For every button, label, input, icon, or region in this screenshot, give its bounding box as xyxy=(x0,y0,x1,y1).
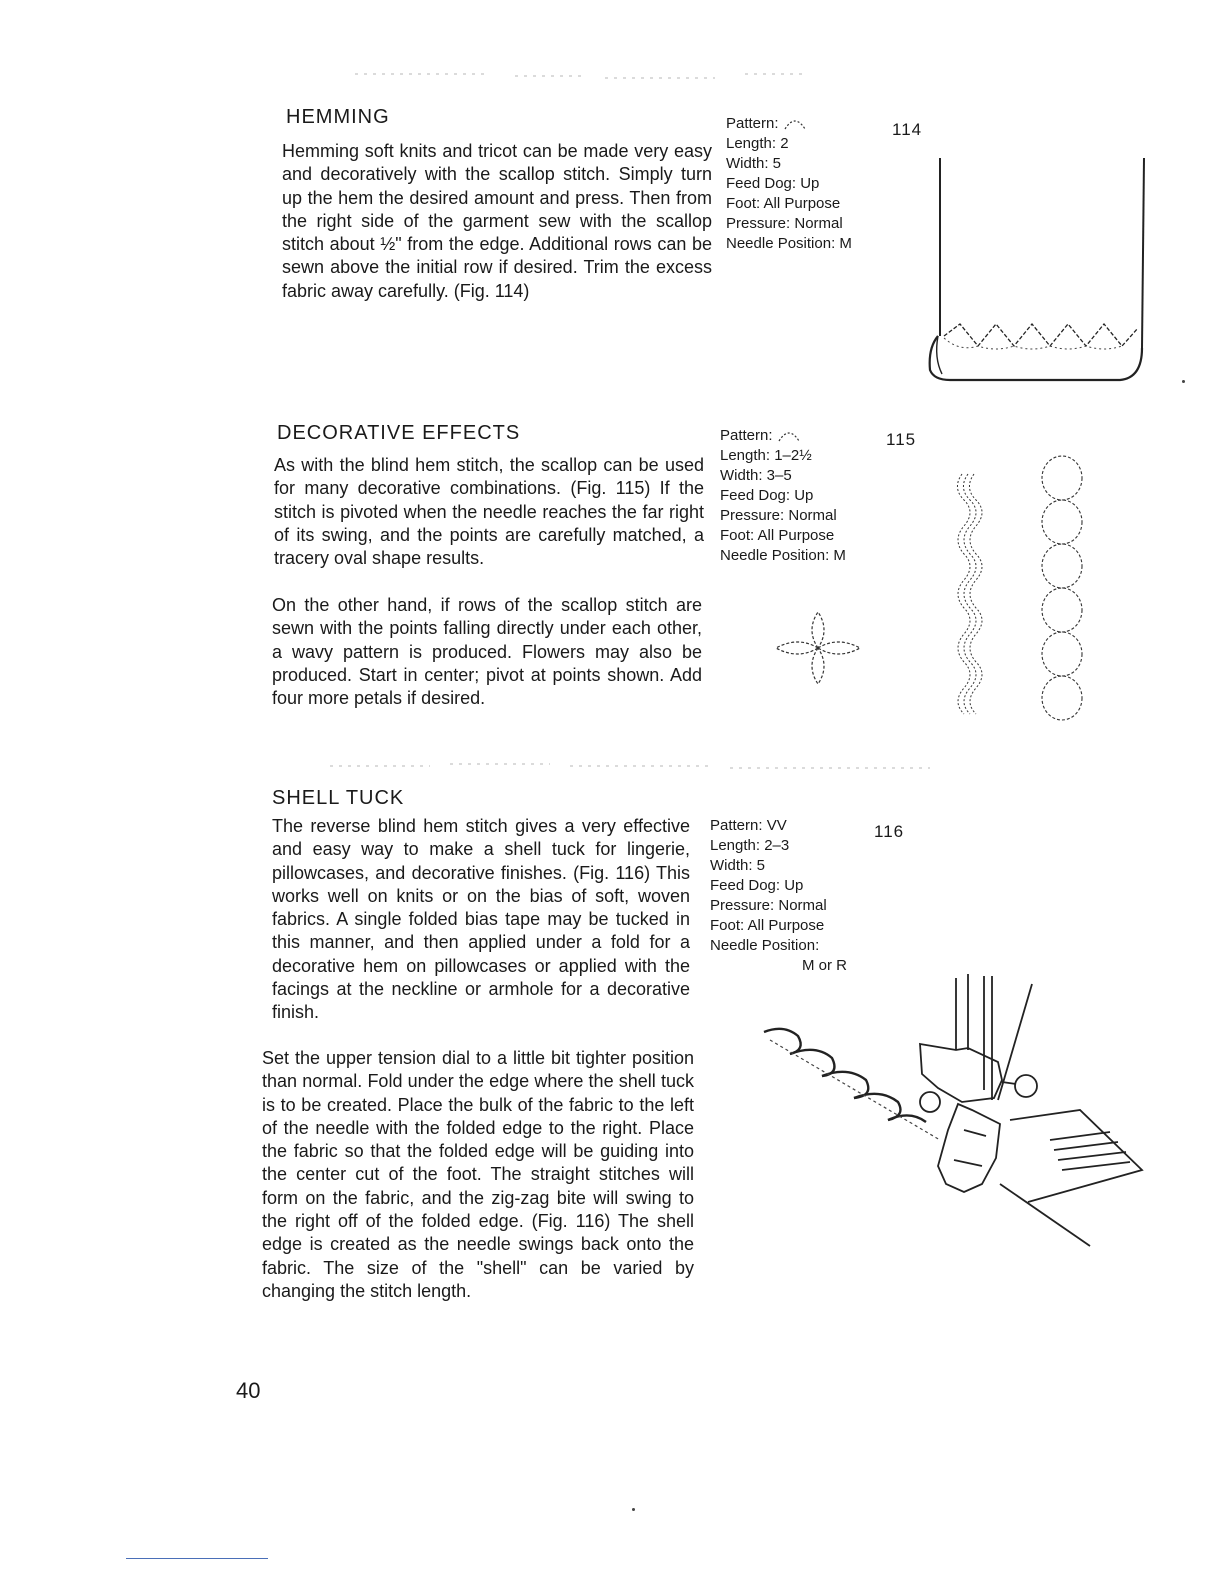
wavy-rows-illustration xyxy=(952,474,1002,734)
shell-tuck-paragraph-2: Set the upper tension dial to a little bit tighter position than normal. Fold under the edge where the shell tuck is to be created. Place the bulk of the fabric to the left of the needle with the folded edge to the right. Place the fabric so that the folded edge will be guiding into the center cut of the foot. The straight stitches will form on the fabric, and the zig-zag bite will swing to the right off of the folded edge. (Fig. 116) The shell edge is created as the needle swings back onto the fabric. The size of the "shell" can be varied by changing the stitch length. xyxy=(262,1048,694,1301)
shell-tuck-paragraph-1: The reverse blind hem stitch gives a very effective and easy way to make a shell tuck for lingerie, pillowcases, and decorative finishes. (Fig. 116) This works well on knits or on the bias of soft, woven fabrics. A single folded bias tape may be tucked in this manner, and then applied under a fold for a decorative hem on pillowcases or applied with the facings at the neckline or armhole for a decorative finish. xyxy=(272,816,690,1023)
hemming-settings xyxy=(726,114,852,254)
pattern-label: Pattern: xyxy=(726,114,852,134)
needle-position-setting: Needle Position: M xyxy=(726,235,852,252)
decorative-effects-heading: DECORATIVE EFFECTS xyxy=(277,422,521,444)
figure-114-number: 114 xyxy=(892,120,923,139)
decorative-effects-paragraph-2: On the other hand, if rows of the scallop stitch are sewn with the points falling directly under each other, a wavy pattern is produced. Flowers may also be produced. Start in center; pivot at points shown. Add four more petals if desired. xyxy=(272,595,702,709)
flower-stitch-illustration xyxy=(770,608,870,688)
bleed-through-marks xyxy=(285,64,805,84)
pressure-setting: Pressure: Normal xyxy=(726,215,843,232)
length-setting: Length: 2 xyxy=(726,135,789,152)
needle-position-setting: Needle Position: M xyxy=(720,547,846,564)
decorative-effects-settings xyxy=(720,426,846,566)
foot-setting: Foot: All Purpose xyxy=(710,917,825,934)
needle-position-value: M or R xyxy=(802,957,847,974)
pattern-label: Pattern: VV xyxy=(710,817,787,834)
scan-dot xyxy=(1182,380,1185,383)
scallop-pattern-icon xyxy=(777,429,801,443)
width-setting: Width: 5 xyxy=(710,857,766,874)
width-setting: Width: 5 xyxy=(726,155,782,172)
hemming-body: Hemming soft knits and tricot can be made very easy and decoratively with the scallop stitch. Simply turn up the hem the desired amount and press. Then from the right side of the garment sew with the scallop stitch about ½" from the edge. Additional rows can be sewn above the initial row if desired. Trim the excess fabric away carefully. (Fig. 114) xyxy=(282,141,712,301)
tracery-ovals-illustration xyxy=(1036,454,1096,734)
foot-setting: Foot: All Purpose xyxy=(720,527,835,544)
pressure-setting: Pressure: Normal xyxy=(710,897,827,914)
hemming-heading: HEMMING xyxy=(286,106,390,128)
hem-scallop-illustration xyxy=(920,148,1150,388)
feed-dog-setting: Feed Dog: Up xyxy=(726,175,820,192)
bleed-through-top xyxy=(285,64,805,84)
feed-dog-setting: Feed Dog: Up xyxy=(710,877,804,894)
scallop-pattern-icon xyxy=(783,117,807,131)
pressure-setting: Pressure: Normal xyxy=(720,507,837,524)
feed-dog-setting: Feed Dog: Up xyxy=(720,487,814,504)
scan-dot xyxy=(632,1508,635,1511)
length-setting: Length: 1–2½ xyxy=(720,447,812,464)
shell-tuck-settings xyxy=(710,816,847,976)
needle-position-setting: Needle Position: xyxy=(710,937,820,954)
bleed-through-middle xyxy=(290,756,940,776)
pattern-label: Pattern: xyxy=(720,426,846,446)
figure-116-number: 116 xyxy=(874,822,905,841)
shell-tuck-heading: SHELL TUCK xyxy=(272,787,405,809)
figure-115-number: 115 xyxy=(886,430,917,449)
foot-setting: Foot: All Purpose xyxy=(726,195,841,212)
page-number: 40 xyxy=(236,1378,261,1403)
sewing-machine-foot-illustration xyxy=(750,970,1150,1260)
width-setting: Width: 3–5 xyxy=(720,467,792,484)
bottom-rule xyxy=(126,1558,268,1559)
length-setting: Length: 2–3 xyxy=(710,837,790,854)
decorative-effects-paragraph-1: As with the blind hem stitch, the scallop can be used for many decorative combinations. (Fig. 115) If the stitch is pivoted when the needle reaches the far right of its swing, and the points are carefully matched, a tracery oval shape results. xyxy=(274,455,704,569)
